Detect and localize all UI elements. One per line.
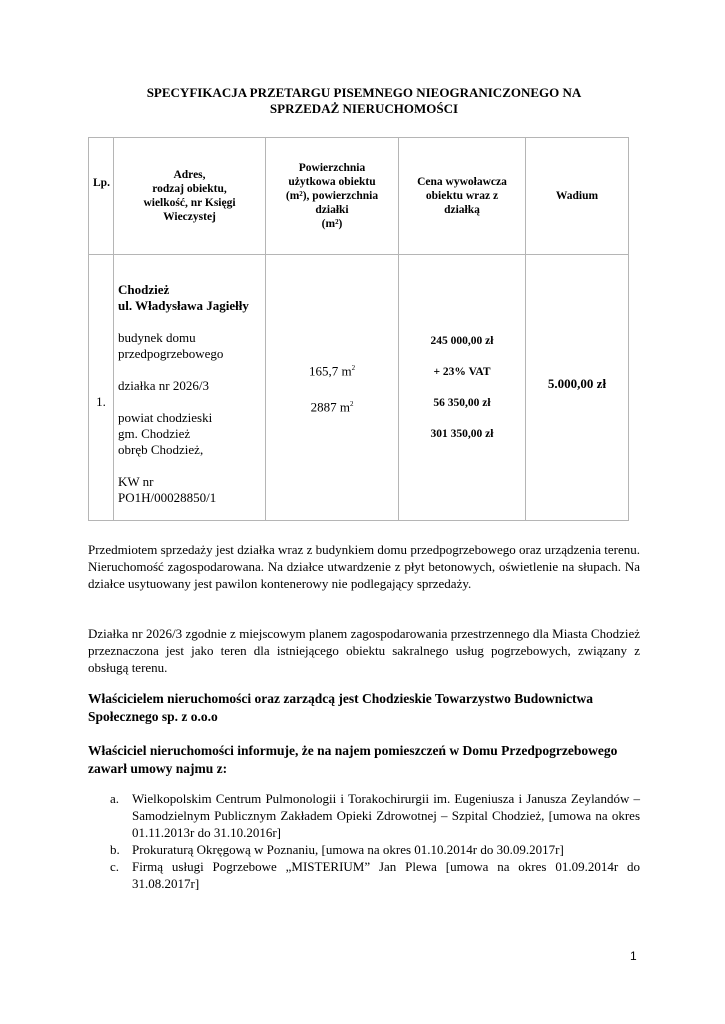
price-vat: + 23% VAT: [433, 366, 491, 378]
price-net: 245 000,00 zł: [430, 335, 494, 347]
header-address-line: rodzaj obiektu,: [152, 183, 227, 195]
price-vat-amount: 56 350,00 zł: [433, 397, 491, 409]
header-area-line: (m²): [321, 218, 343, 230]
unit-superscript: 2: [349, 399, 354, 408]
cell-lp: 1.: [89, 255, 114, 521]
header-area-line: działki: [315, 204, 349, 216]
list-item: [110, 790, 640, 841]
header-price-line: obiektu wraz z: [425, 190, 499, 202]
address-region: obręb Chodzież,: [118, 442, 204, 457]
list-item: [110, 858, 640, 892]
cell-price: [399, 255, 526, 521]
lease-list: [110, 790, 640, 892]
cell-address: [114, 255, 266, 521]
header-lp: Lp.: [89, 138, 114, 255]
address-kw: PO1H/00028850/1: [118, 490, 217, 505]
table-row: [89, 255, 629, 521]
specification-table: [88, 137, 629, 521]
address-plot: działka nr 2026/3: [118, 378, 209, 393]
price-gross: 301 350,00 zł: [430, 428, 494, 440]
paragraph-lease-intro: Właściciel nieruchomości informuje, że na najem pomieszczeń w Domu Przedpogrzebowego zawarł umowy najmu z:: [88, 743, 618, 776]
address-building: budynek domu: [118, 330, 196, 345]
header-area-line: użytkowa obiektu: [288, 176, 376, 188]
address-region: gm. Chodzież: [118, 426, 191, 441]
header-address-line: Adres,: [173, 169, 206, 181]
list-text: Wielkopolskim Centrum Pulmonologii i Torakochirurgii im. Eugeniusza i Janusza Zeylandów – Samodzielnym Publicznym Zakładem Opieki Zdrowotnej – Szpital Chodzież, [umowa na okres 01.11.2013r do 31.10.2016r]: [132, 791, 640, 840]
header-price-line: działką: [444, 204, 480, 216]
list-marker: a.: [110, 791, 120, 806]
list-marker: c.: [110, 859, 120, 874]
header-area-line: (m²), powierzchnia: [285, 190, 379, 202]
table-header-row: [89, 138, 629, 255]
header-price: [399, 138, 526, 255]
page-number: 1: [630, 949, 637, 963]
usable-area-value: 165,7 m: [308, 363, 352, 379]
address-street: ul. Władysława Jagiełły: [118, 298, 249, 313]
header-address-line: Wieczystej: [163, 211, 216, 223]
header-price-line: Cena wywoławcza: [417, 176, 507, 188]
address-region: powiat chodzieski: [118, 410, 213, 425]
paragraph-sale-subject: Przedmiotem sprzedaży jest działka wraz z budynkiem domu przedpogrzebowego oraz urządzenia terenu. Nieruchomość zagospodarowana. Na działce utwardzenie z płyt betonowych, oświetlenie na słupach. Na działce usytuowany jest pawilon kontenerowy nie podlegający sprzedaży.: [88, 542, 640, 591]
header-address: [114, 138, 266, 255]
address-building: przedpogrzebowego: [118, 346, 224, 361]
list-text: Firmą usługi Pogrzebowe „MISTERIUM” Jan Plewa [umowa na okres 01.09.2014r do 31.08.2017r]: [132, 859, 640, 891]
header-area-line: Powierzchnia: [298, 162, 366, 174]
address-city: Chodzież: [118, 282, 170, 297]
document-title: [88, 85, 640, 117]
title-line-1: SPECYFIKACJA PRZETARGU PISEMNEGO NIEOGRANICZONEGO NA: [146, 85, 582, 100]
usable-area: [270, 360, 394, 379]
unit-superscript: 2: [351, 364, 356, 373]
plot-area: [270, 396, 394, 415]
address-kw: KW nr: [118, 474, 154, 489]
list-text: Prokuraturą Okręgową w Poznaniu, [umowa na okres 01.10.2014r do 30.09.2017r]: [132, 842, 564, 857]
header-address-line: wielkość, nr Księgi: [143, 197, 236, 209]
cell-deposit: 5.000,00 zł: [526, 255, 629, 521]
list-item: [110, 841, 640, 858]
title-line-2: SPRZEDAŻ NIERUCHOMOŚCI: [269, 101, 459, 116]
list-marker: b.: [110, 842, 120, 857]
header-deposit: Wadium: [526, 138, 629, 255]
paragraph-zoning: Działka nr 2026/3 zgodnie z miejscowym planem zagospodarowania przestrzennego dla Miasta Chodzież przeznaczona jest jako teren dla istniejącego obiektu sakralnego usług pogrzebowych, związany z obsługą terenu.: [88, 626, 640, 675]
header-area: [266, 138, 399, 255]
plot-area-value: 2887 m: [310, 398, 350, 414]
paragraph-owner: Właścicielem nieruchomości oraz zarządcą jest Chodzieskie Towarzystwo Budownictwa Społecznego sp. z o.o.o: [88, 691, 594, 724]
cell-area: [266, 255, 399, 521]
